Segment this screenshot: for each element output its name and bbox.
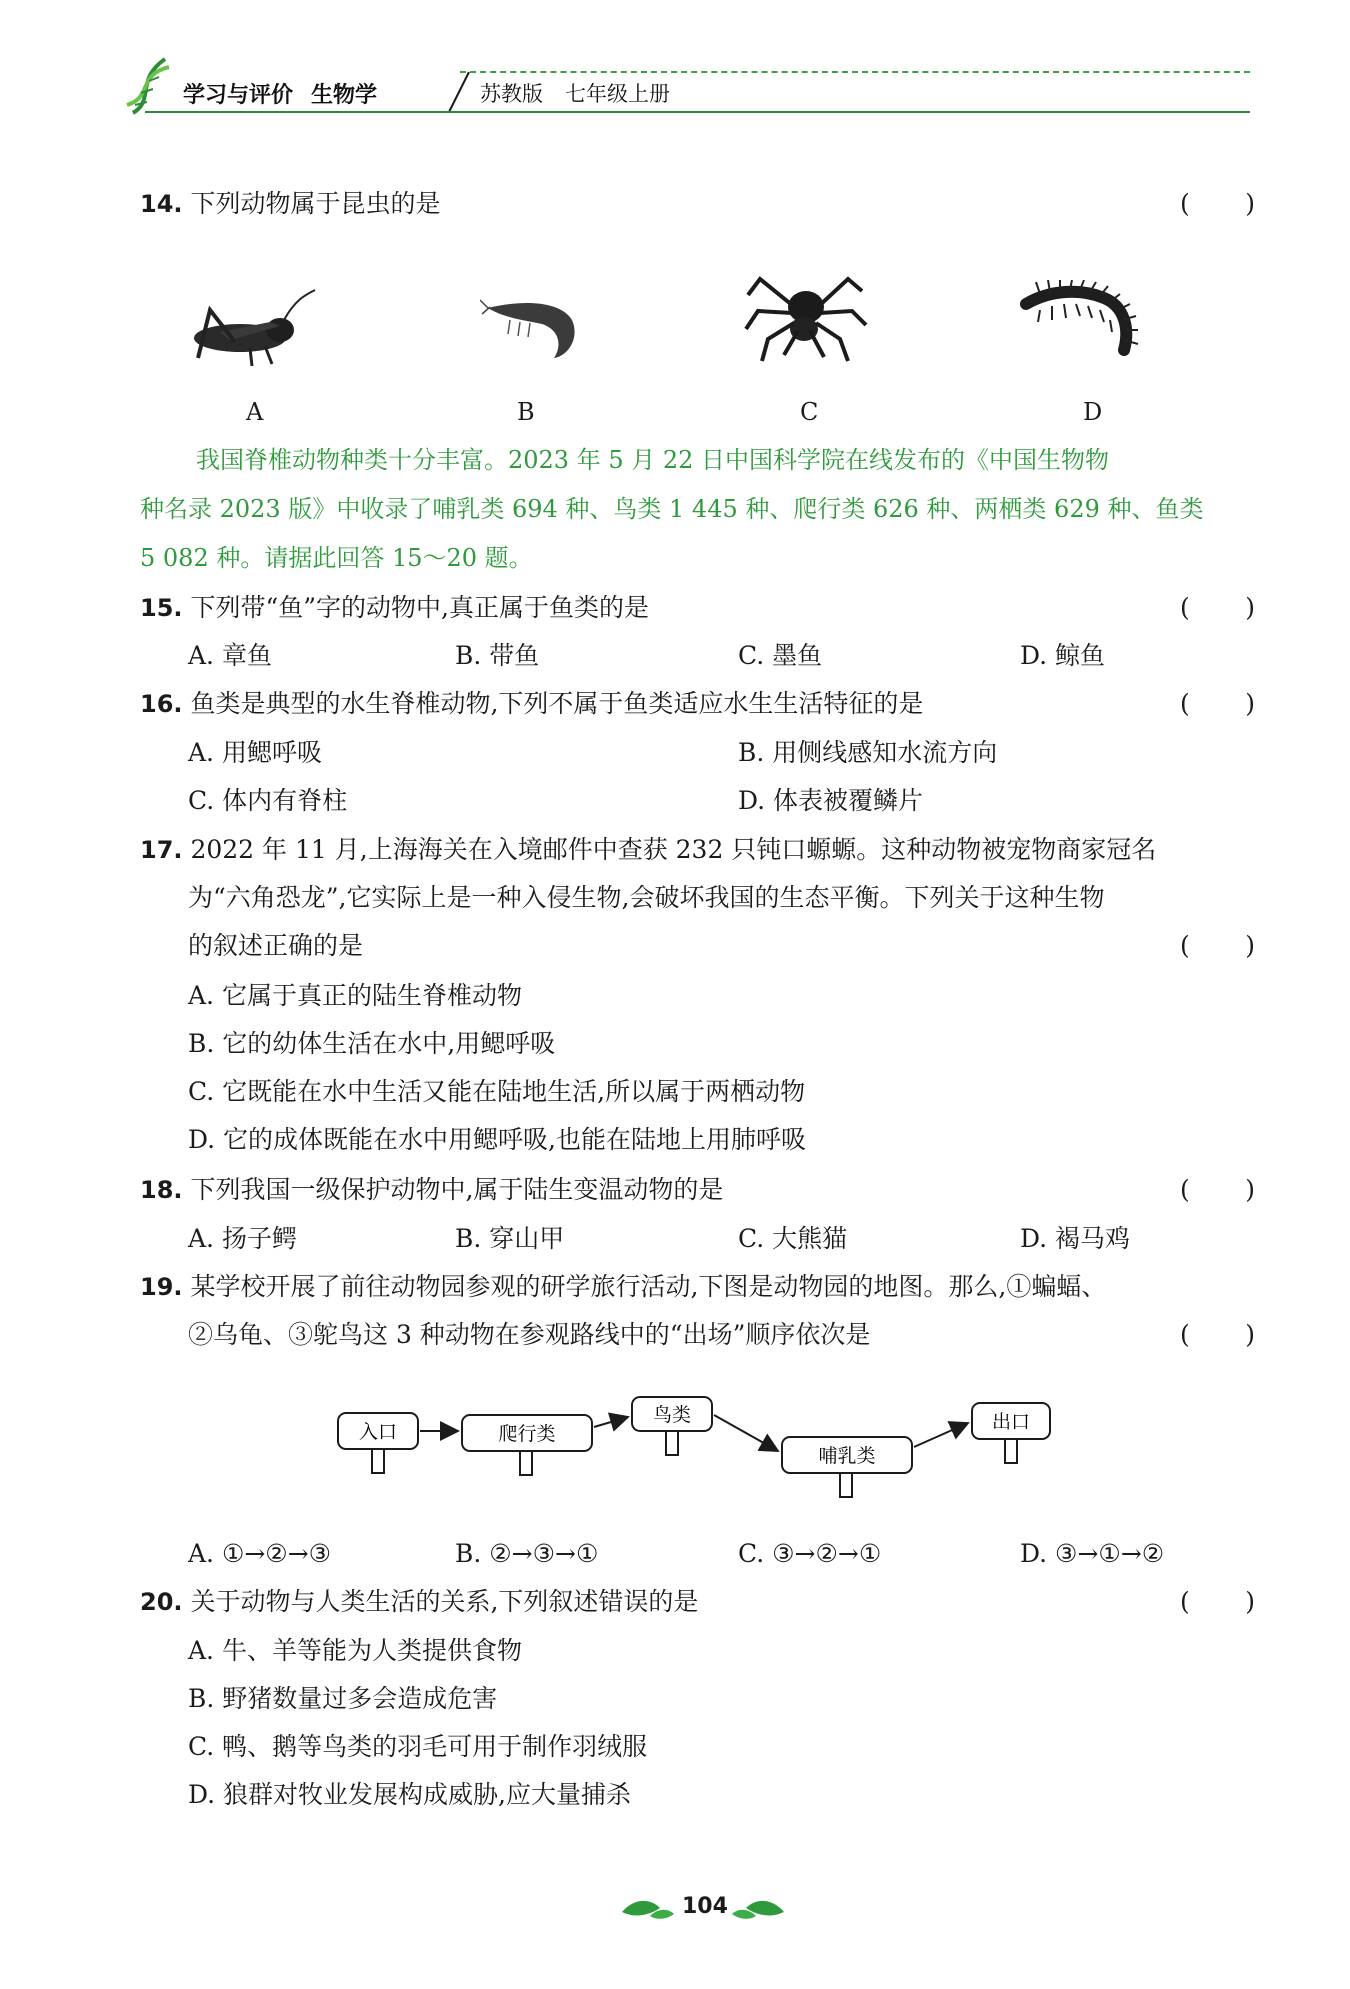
page-footer xyxy=(600,1890,800,1930)
answer-parens[interactable]: ( ) xyxy=(1180,593,1255,622)
dna-icon xyxy=(125,55,173,115)
question-stem: 下列我国一级保护动物中,属于陆生变温动物的是 xyxy=(190,1175,724,1204)
answer-parens[interactable]: ( ) xyxy=(1180,1175,1255,1204)
option-d[interactable]: D. 体表被覆鳞片 xyxy=(738,786,924,815)
answer-parens[interactable]: ( ) xyxy=(1180,931,1255,960)
zoo-map-diagram xyxy=(330,1395,1070,1505)
leaf-right-icon xyxy=(730,1894,786,1924)
centipede-image xyxy=(1020,280,1150,360)
spider-image xyxy=(740,265,870,365)
map-sign-birds xyxy=(632,1397,712,1455)
question-19 xyxy=(140,1263,1255,1359)
option-b[interactable]: B. 它的幼体生活在水中,用鳃呼吸 xyxy=(188,1029,556,1058)
option-c[interactable]: C. 大熊猫 xyxy=(738,1224,848,1253)
option-d[interactable]: D. 狼群对牧业发展构成威胁,应大量捕杀 xyxy=(188,1780,631,1809)
answer-parens[interactable]: ( ) xyxy=(1180,189,1255,218)
option-c[interactable]: C. 鸭、鹅等鸟类的羽毛可用于制作羽绒服 xyxy=(188,1732,648,1761)
header-series xyxy=(183,73,377,113)
question-line-1 xyxy=(140,1263,1255,1311)
question-20 xyxy=(140,1578,1255,1626)
question-18 xyxy=(140,1166,1255,1214)
option-c[interactable]: C. 体内有脊柱 xyxy=(188,786,348,815)
option-a[interactable]: A. 牛、羊等能为人类提供食物 xyxy=(188,1636,522,1665)
option-d[interactable]: D. 它的成体既能在水中用鳃呼吸,也能在陆地上用肺呼吸 xyxy=(188,1125,806,1154)
question-stem-line: 的叙述正确的是 xyxy=(188,931,364,960)
answer-parens[interactable]: ( ) xyxy=(1180,1587,1255,1616)
question-15 xyxy=(140,584,1255,632)
option-d[interactable]: D. 鲸鱼 xyxy=(1020,641,1106,670)
question-stem-line: 2022 年 11 月,上海海关在入境邮件中查获 232 只钝口螈螈。这种动物被宠物商家冠名 xyxy=(190,835,1157,864)
option-d[interactable]: D. 褐马鸡 xyxy=(1020,1224,1131,1253)
option-c[interactable]: C. 它既能在水中生活又能在陆地生活,所以属于两栖动物 xyxy=(188,1077,806,1106)
option-a[interactable]: A. 用鳃呼吸 xyxy=(188,738,322,767)
map-arrow xyxy=(714,1415,778,1451)
header-subject: 生物学 xyxy=(311,82,378,108)
option-b[interactable]: B. 带鱼 xyxy=(455,641,540,670)
figure-label-a: A xyxy=(246,398,264,426)
answer-parens[interactable]: ( ) xyxy=(1180,689,1255,718)
option-b[interactable]: B. 野猪数量过多会造成危害 xyxy=(188,1684,498,1713)
option-d[interactable]: D. ③→①→② xyxy=(1020,1539,1165,1568)
figure-label-b: B xyxy=(517,398,535,426)
grasshopper-image xyxy=(180,280,320,370)
question-line-1 xyxy=(140,826,1255,874)
figure-label-c: C xyxy=(800,398,819,426)
page-header xyxy=(125,55,1250,115)
passage-line: 种名录 2023 版》中收录了哺乳类 694 种、鸟类 1 445 种、爬行类 626 种、两栖类 629 种、鱼类 xyxy=(140,495,1204,523)
question-number: 18. xyxy=(140,1176,183,1204)
question-number: 17. xyxy=(140,836,183,864)
option-b[interactable]: B. ②→③→① xyxy=(455,1539,599,1568)
map-sign-entrance xyxy=(338,1413,418,1473)
option-a[interactable]: A. ①→②→③ xyxy=(188,1539,332,1568)
page-number: 104 xyxy=(682,1894,728,1919)
question-stem: 关于动物与人类生活的关系,下列叙述错误的是 xyxy=(190,1587,699,1616)
question-number: 19. xyxy=(140,1273,183,1301)
option-a[interactable]: A. 它属于真正的陆生脊椎动物 xyxy=(188,981,522,1010)
question-stem: 鱼类是典型的水生脊椎动物,下列不属于鱼类适应水生生活特征的是 xyxy=(190,689,924,718)
question-stem: 下列带“鱼”字的动物中,真正属于鱼类的是 xyxy=(190,593,649,622)
header-edition xyxy=(480,73,670,113)
option-c[interactable]: C. 墨鱼 xyxy=(738,641,823,670)
answer-parens[interactable]: ( ) xyxy=(1180,1320,1255,1349)
passage-line: 我国脊椎动物种类十分丰富。2023 年 5 月 22 日中国科学院在线发布的《中国生物物 xyxy=(196,446,1110,474)
option-b[interactable]: B. 用侧线感知水流方向 xyxy=(738,738,998,767)
map-label-mammals: 哺乳类 xyxy=(818,1445,876,1467)
question-line-2 xyxy=(140,1311,1255,1359)
question-number: 16. xyxy=(140,690,183,718)
header-grade: 七年级上册 xyxy=(565,82,670,106)
map-arrow xyxy=(914,1423,968,1447)
leaf-left-icon xyxy=(620,1894,676,1924)
header-edition-name: 苏教版 xyxy=(480,82,543,106)
map-label-birds: 鸟类 xyxy=(652,1404,692,1426)
question-number: 15. xyxy=(140,594,183,622)
question-number: 20. xyxy=(140,1588,183,1616)
question-stem: 下列动物属于昆虫的是 xyxy=(190,189,441,218)
option-a[interactable]: A. 扬子鳄 xyxy=(188,1224,297,1253)
question-16 xyxy=(140,680,1255,728)
map-label-exit: 出口 xyxy=(991,1411,1031,1433)
question-17 xyxy=(140,826,1255,970)
figure-label-d: D xyxy=(1083,398,1103,426)
option-c[interactable]: C. ③→②→① xyxy=(738,1539,882,1568)
map-sign-exit xyxy=(972,1403,1050,1463)
map-arrow xyxy=(594,1417,628,1427)
shrimp-image xyxy=(480,290,590,365)
header-underline xyxy=(145,111,1250,113)
map-label-reptiles: 爬行类 xyxy=(498,1423,556,1445)
question-number: 14. xyxy=(140,190,183,218)
question-14 xyxy=(140,180,1255,228)
passage-line: 5 082 种。请据此回答 15～20 题。 xyxy=(140,544,533,572)
option-a[interactable]: A. 章鱼 xyxy=(188,641,272,670)
option-b[interactable]: B. 穿山甲 xyxy=(455,1224,565,1253)
map-label-entrance: 入口 xyxy=(358,1421,398,1443)
map-sign-reptiles xyxy=(462,1415,592,1475)
header-slash-divider xyxy=(443,70,473,114)
map-sign-mammals xyxy=(782,1437,912,1497)
question-line-3 xyxy=(140,922,1255,970)
question-stem-line: ②乌龟、③鸵鸟这 3 种动物在参观路线中的“出场”顺序依次是 xyxy=(188,1320,871,1349)
passage-intro xyxy=(140,436,1255,583)
question-stem-line: 为“六角恐龙”,它实际上是一种入侵生物,会破坏我国的生态平衡。下列关于这种生物 xyxy=(188,883,1105,912)
header-title: 学习与评价 xyxy=(183,82,294,108)
question-stem-line: 某学校开展了前往动物园参观的研学旅行活动,下图是动物园的地图。那么,①蝙蝠、 xyxy=(190,1272,1107,1301)
